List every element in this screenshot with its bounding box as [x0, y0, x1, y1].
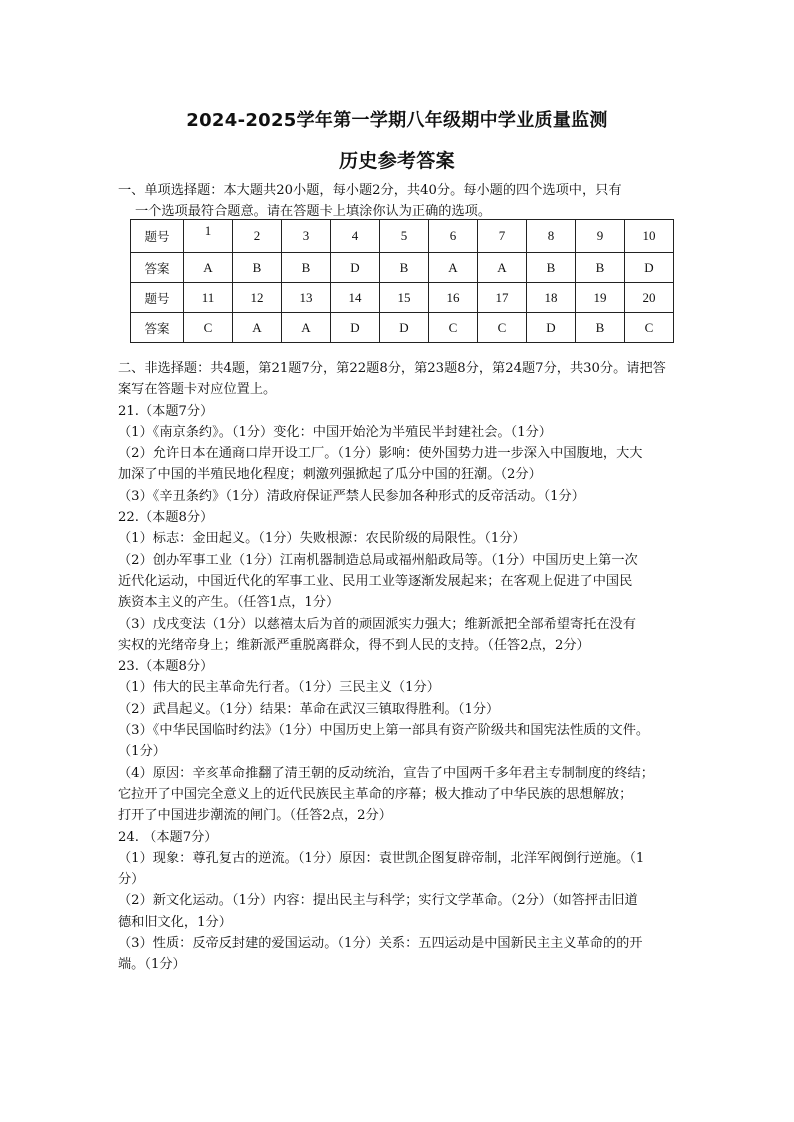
question-heading: 21.（本题7分）: [118, 403, 214, 419]
text-line: （3）性质：反帝反封建的爱国运动。（1分）关系：五四运动是中国新民主主义革命的的开: [118, 936, 643, 952]
table-cell: 15: [380, 283, 429, 313]
text-line: （2）武昌起义。（1分）结果：革命在武汉三镇取得胜利。（1分）: [118, 701, 500, 717]
table-cell: A: [282, 313, 331, 343]
text-line: 端。（1分）: [118, 957, 186, 973]
table-cell: 题号: [131, 220, 184, 253]
section1-instruction-line2: 一个选项最符合题意。请在答题卡上填涂你认为正确的选项。: [135, 204, 492, 219]
question-heading: 24. （本题7分）: [118, 829, 218, 845]
question-heading: 23.（本题8分）: [118, 659, 214, 675]
table-cell: C: [625, 313, 674, 343]
answer-body: [118, 358, 680, 976]
text-line: （1）伟大的民主革命先行者。（1分）三民主义（1分）: [118, 680, 440, 696]
table-cell: A: [184, 253, 233, 283]
table-cell: 10: [625, 220, 674, 253]
text-line: （1）《南京条约》。（1分）变化：中国开始沦为半殖民半封建社会。（1分）: [118, 424, 552, 440]
text-line: 族资本主义的产生。（任答1点，1分）: [118, 595, 340, 611]
table-cell: 9: [576, 220, 625, 253]
table-cell: D: [625, 253, 674, 283]
text-line: （4）原因：辛亥革命推翻了清王朝的反动统治，宣告了中国两千多年君主专制制度的终结；: [118, 765, 654, 781]
text-line: 二、非选择题：共4题，第21题7分，第22题8分，第23题8分，第24题7分，共30分。请把答: [118, 361, 666, 376]
question-heading: 22.（本题8分）: [118, 510, 214, 526]
table-cell: A: [429, 253, 478, 283]
table-cell: A: [478, 253, 527, 283]
table-cell: 3: [282, 220, 331, 253]
table-cell: B: [233, 253, 282, 283]
table-cell: C: [184, 313, 233, 343]
table-cell: B: [282, 253, 331, 283]
table-cell: B: [576, 313, 625, 343]
table-cell: 20: [625, 283, 674, 313]
table-row: [131, 313, 674, 343]
table-cell: D: [331, 253, 380, 283]
table-cell: 1: [184, 220, 233, 253]
table-cell: 题号: [131, 283, 184, 313]
table-cell: C: [478, 313, 527, 343]
text-line: （2）创办军事工业（1分）江南机器制造总局或福州船政局等。（1分）中国历史上第一次: [118, 552, 638, 568]
table-cell: 6: [429, 220, 478, 253]
text-line: （1）标志：金田起义。（1分）失败根源：农民阶级的局限性。（1分）: [118, 531, 526, 547]
text-line: 它拉开了中国完全意义上的近代民族民主革命的序幕；极大推动了中华民族的思想解放；: [118, 786, 633, 802]
table-cell: D: [380, 313, 429, 343]
table-row: [131, 220, 674, 253]
table-cell: 12: [233, 283, 282, 313]
table-cell: 4: [331, 220, 380, 253]
table-cell: 13: [282, 283, 331, 313]
table-cell: C: [429, 313, 478, 343]
text-line: 加深了中国的半殖民地化程度；刺激列强掀起了瓜分中国的狂潮。（2分）: [118, 467, 542, 483]
table-cell: D: [527, 313, 576, 343]
table-cell: 11: [184, 283, 233, 313]
text-line: （2）新文化运动。（1分）内容：提出民主与科学；实行文学革命。（2分）（如答抨击旧道: [118, 893, 638, 909]
text-line: 分）: [118, 872, 145, 888]
table-cell: 5: [380, 220, 429, 253]
text-line: （3）《辛丑条约》（1分）清政府保证严禁人民参加各种形式的反帝活动。（1分）: [118, 488, 585, 504]
table-cell: B: [527, 253, 576, 283]
table-row: [131, 283, 674, 313]
table-cell: 19: [576, 283, 625, 313]
table-cell: B: [576, 253, 625, 283]
text-line: 德和旧文化，1分）: [118, 914, 232, 930]
table-cell: 7: [478, 220, 527, 253]
table-cell: B: [380, 253, 429, 283]
text-line: （1）现象：尊孔复古的逆流。（1分）原因：袁世凯企图复辟帝制，北洋军阀倒行逆施。（1: [118, 850, 645, 866]
table-cell: 18: [527, 283, 576, 313]
section1-instruction-line1: 一、单项选择题：本大题共20小题，每小题2分，共40分。每小题的四个选项中，只有: [118, 183, 622, 198]
table-cell: 答案: [131, 253, 184, 283]
table-cell: 14: [331, 283, 380, 313]
text-line: 案写在答题卡对应位置上。: [118, 382, 277, 398]
table-cell: 17: [478, 283, 527, 313]
table-cell: 2: [233, 220, 282, 253]
text-line: （3）戊戌变法（1分）以慈禧太后为首的顽固派实力强大；维新派把全部希望寄托在没有: [118, 616, 636, 632]
table-cell: D: [331, 313, 380, 343]
text-line: 近代化运动，中国近代化的军事工业、民用工业等逐渐发展起来；在客观上促进了中国民: [118, 573, 633, 589]
table-cell: 16: [429, 283, 478, 313]
text-line: （1分）: [118, 744, 166, 760]
table-cell: 答案: [131, 313, 184, 343]
text-line: 实权的光绪帝身上；维新派严重脱离群众，得不到人民的支持。（任答2点，2分）: [118, 637, 590, 653]
text-line: 打开了中国进步潮流的闸门。（任答2点，2分）: [118, 808, 392, 824]
table-row: [131, 253, 674, 283]
text-line: （2）允许日本在通商口岸开设工厂。（1分）影响：使外国势力进一步深入中国腹地，大大: [118, 446, 643, 462]
answer-table: [130, 219, 674, 343]
table-cell: A: [233, 313, 282, 343]
text-line: （3）《中华民国临时约法》（1分）中国历史上第一部具有资产阶级共和国宪法性质的文件。: [118, 723, 650, 739]
page-title: 2024-2025学年第一学期八年级期中学业质量监测: [186, 110, 608, 131]
table-cell: 8: [527, 220, 576, 253]
page-subtitle: 历史参考答案: [339, 150, 455, 172]
